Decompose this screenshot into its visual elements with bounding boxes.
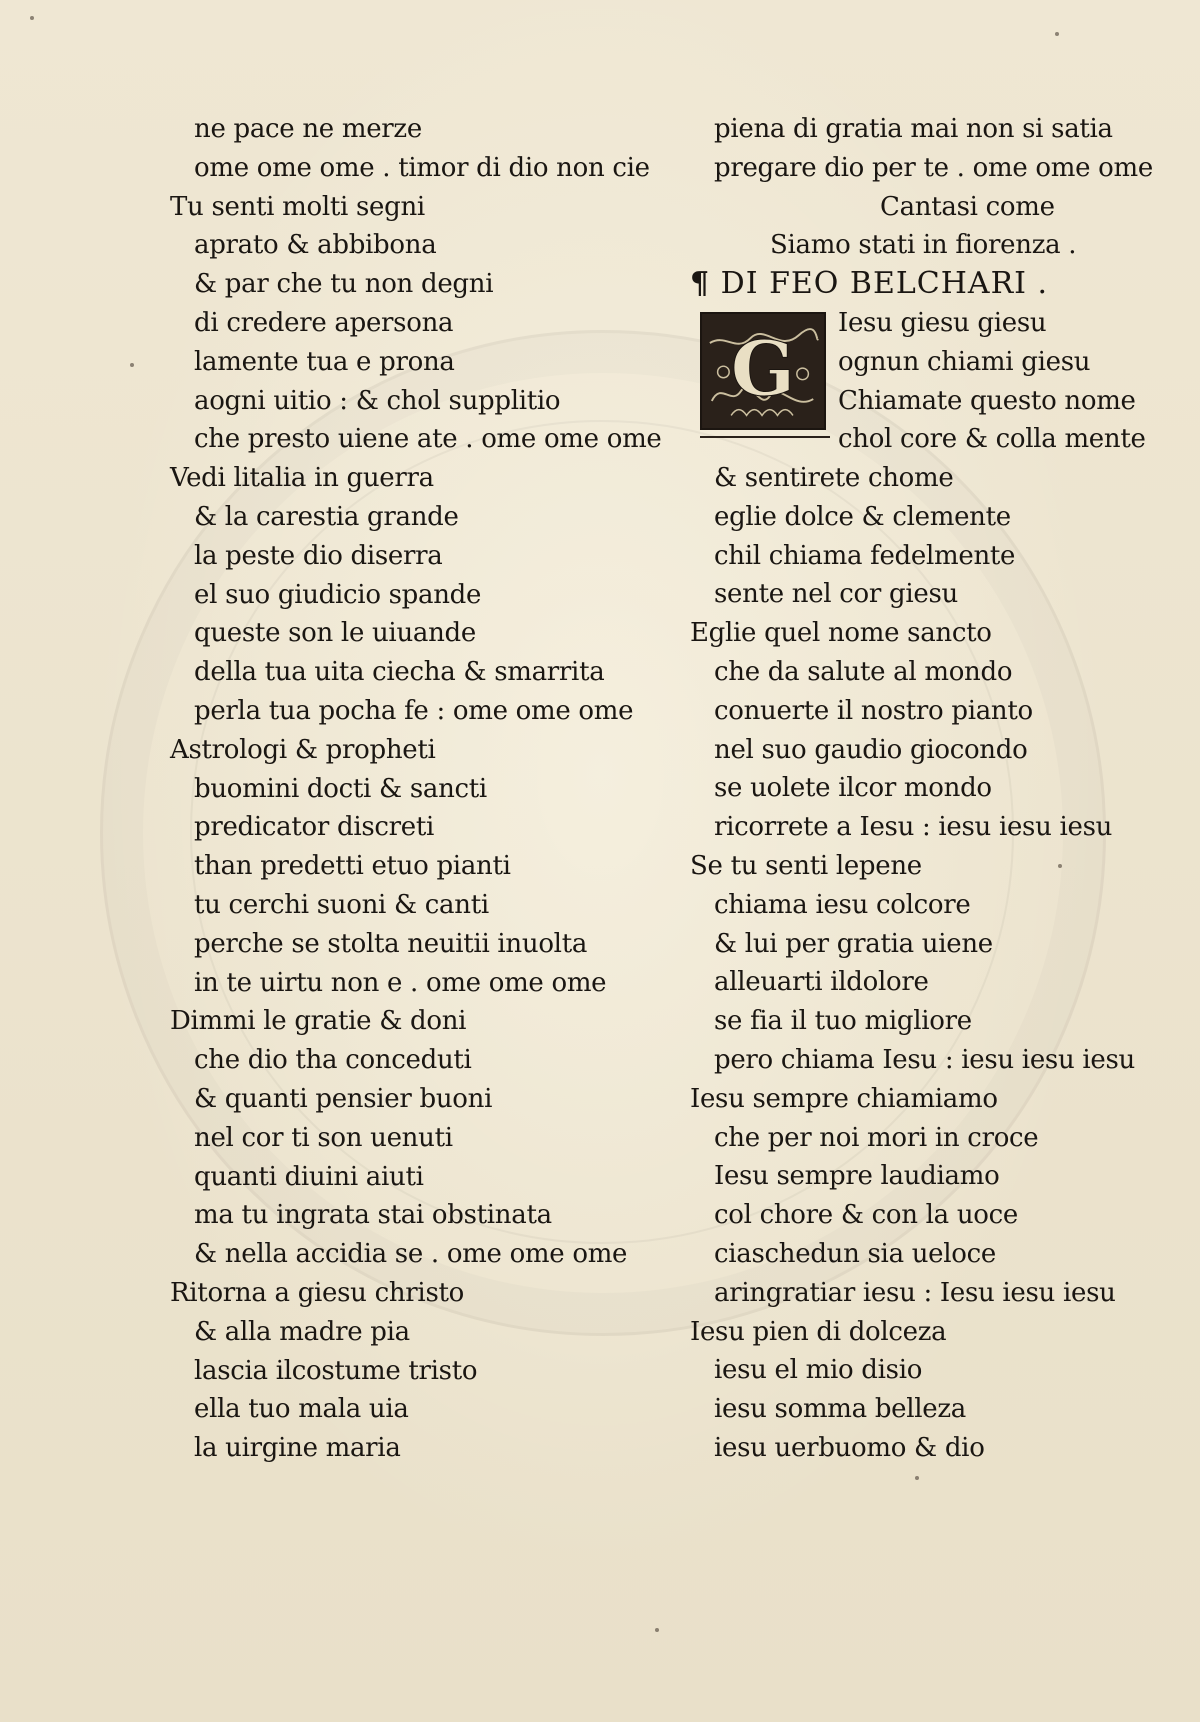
verse-line: Cantasi come [880,191,1055,222]
verse-line: & la carestia grande [194,501,459,532]
verse-line: la peste dio diserra [194,540,443,571]
verse-line: & nella accidia se . ome ome ome [194,1239,628,1270]
verse-line: nel suo gaudio giocondo [714,734,1028,765]
verse-line: che da salute al mondo [714,656,1013,687]
verse-line: la uirgine maria [194,1433,401,1464]
verse-line: chil chiama fedelmente [714,540,1016,571]
verse-line: di credere apersona [194,307,454,338]
svg-text:G: G [730,324,796,414]
section-heading-text: DI FEO BELCHARI . [720,266,1049,302]
verse-line: ognun chiami giesu [838,346,1091,377]
section-heading [690,265,1150,304]
initial-adjacent-lines [838,304,1146,459]
right-column-top [690,110,1153,265]
verse-line: & par che tu non degni [194,269,494,300]
verse-line: piena di gratia mai non si satia [714,114,1113,144]
verse-line: & alla madre pia [194,1316,410,1347]
ink-speck [30,16,34,20]
initial-block [690,304,1150,459]
verse-line: Tu senti molti segni [170,191,425,222]
verse-line: perla tua pocha fe : ome ome ome [194,695,634,726]
verse-line: eglie dolce & clemente [714,501,1011,532]
verse-line: el suo giudicio spande [194,579,482,610]
verse-line: iesu somma belleza [714,1394,966,1425]
verse-line: aringratiar iesu : Iesu iesu iesu [714,1277,1116,1308]
verse-line: predicator discreti [194,812,435,843]
verse-line: buomini docti & sancti [194,773,487,804]
verse-line: Iesu giesu giesu [838,307,1047,338]
verse-line: della tua uita ciecha & smarrita [194,657,605,688]
verse-line: ciaschedun sia ueloce [714,1238,996,1269]
verse-line: ma tu ingrata stai obstinata [194,1200,552,1231]
verse-line: iesu el mio disio [714,1355,923,1386]
verse-line: Iesu sempre laudiamo [714,1161,1000,1192]
verse-line: se fia il tuo migliore [714,1006,972,1037]
verse-line: Se tu senti lepene [690,850,922,881]
verse-line: aprato & abbibona [194,230,437,261]
verse-line: lamente tua e prona [194,346,455,377]
verse-line: che presto uiene ate . ome ome ome [194,424,662,455]
left-column [170,110,662,1468]
ink-speck [1058,864,1062,868]
verse-line: perche se stolta neuitii inuolta [194,928,588,959]
verse-line: Chiamate questo nome [838,385,1136,416]
verse-line: aogni uitio : & chol supplitio [194,385,561,416]
verse-line: sente nel cor giesu [714,579,958,610]
verse-line: & sentirete chome [714,462,954,493]
verse-line: & quanti pensier buoni [194,1083,493,1114]
verse-line: than predetti etuo pianti [194,851,511,882]
verse-line: conuerte il nostro pianto [714,695,1033,726]
verse-line: Iesu pien di dolceza [690,1316,947,1347]
verse-line: ne pace ne merze [194,114,422,144]
verse-line: pregare dio per te . ome ome ome [714,152,1153,183]
right-column [690,110,1153,1468]
verse-line: pero chiama Iesu : iesu iesu iesu [714,1044,1135,1075]
verse-line: ricorrete a Iesu : iesu iesu iesu [714,812,1113,843]
verse-line: Iesu sempre chiamiamo [690,1083,998,1114]
verse-line: lascia ilcostume tristo [194,1355,478,1386]
verse-line: nel cor ti son uenuti [194,1122,453,1153]
initial-rule [700,436,830,438]
verse-line: tu cerchi suoni & canti [194,889,489,920]
verse-line: che per noi mori in croce [714,1122,1039,1153]
ink-speck [655,1628,659,1632]
floral-initial-icon [702,314,824,428]
decorated-initial-letter [700,312,826,430]
ink-speck [1055,32,1059,36]
right-column-rest [690,459,1150,1468]
verse-line: in te uirtu non e . ome ome ome [194,967,607,998]
verse-line: Vedi litalia in guerra [170,463,434,494]
verse-line: Ritorna a giesu christo [170,1277,464,1308]
verse-line: queste son le uiuande [194,618,476,649]
verse-line: & lui per gratia uiene [714,928,993,959]
verse-line: che dio tha conceduti [194,1045,472,1076]
verse-line: ella tuo mala uia [194,1394,409,1425]
verse-line: Dimmi le gratie & doni [170,1006,467,1037]
verse-line: quanti diuini aiuti [194,1161,424,1192]
verse-line: iesu uerbuomo & dio [714,1432,985,1463]
ink-speck [915,1476,919,1480]
verse-line: Siamo stati in fiorenza . [770,230,1077,261]
ink-speck [130,363,134,367]
verse-line: ome ome ome . timor di dio non cie [194,152,650,183]
verse-line: alleuarti ildolore [714,967,929,998]
verse-line: Astrologi & propheti [170,734,436,765]
verse-line: se uolete ilcor mondo [714,773,992,804]
verse-line: Eglie quel nome sancto [690,618,992,649]
pilcrow-mark: ¶ [690,266,711,302]
verse-line: chol core & colla mente [838,424,1146,455]
verse-line: col chore & con la uoce [714,1200,1018,1231]
verse-line: chiama iesu colcore [714,889,971,920]
